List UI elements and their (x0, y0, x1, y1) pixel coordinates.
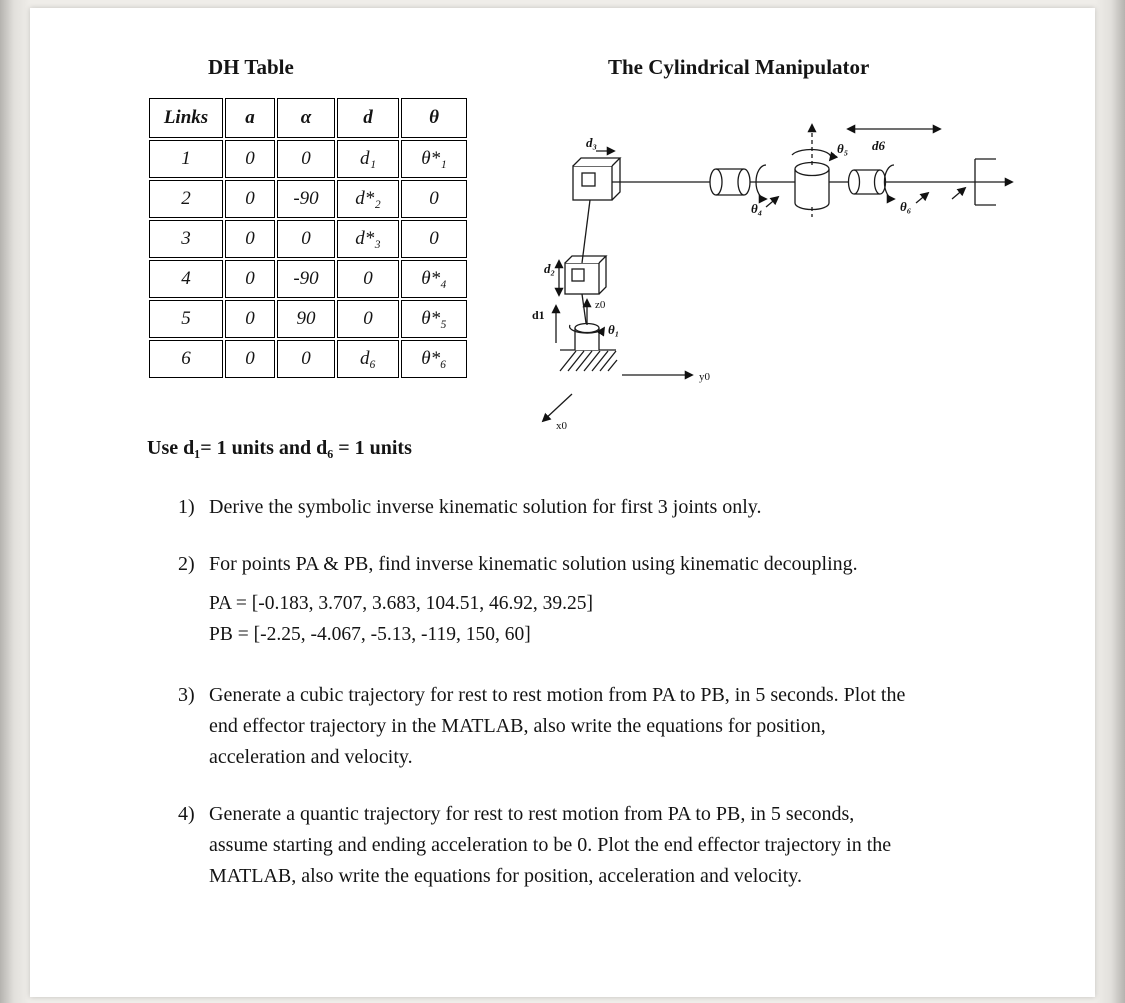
question-text: Derive the symbolic inverse kinematic solution for first 3 joints only. (209, 496, 762, 518)
cell-a: 0 (225, 180, 275, 218)
manipulator-diagram (520, 103, 1020, 438)
units-note: Use d₁= 1 units and d₆ = 1 units (147, 437, 412, 459)
cell-theta: 0 (401, 220, 467, 258)
revolute-joint5-cylinder (795, 163, 829, 210)
cell-link: 6 (149, 340, 223, 378)
cell-link: 5 (149, 300, 223, 338)
label-d2: d₂ (544, 261, 556, 276)
diagram-title: The Cylindrical Manipulator (608, 55, 870, 79)
cell-link: 2 (149, 180, 223, 218)
link2-vertical (582, 200, 590, 263)
question-text: Generate a quantic trajectory for rest to rest motion from PA to PB, in 5 seconds, assume starting and ending acceleration to be 0. Plot the end effector trajectory in the MATLAB, also write the equations for position, acceleration and velocity. (209, 803, 892, 887)
cell-d: d₆ (337, 340, 399, 378)
cell-link: 4 (149, 260, 223, 298)
label-theta4: θ₄ (751, 201, 763, 216)
cell-a: 0 (225, 340, 275, 378)
point-b-definition: PB = [-2.25, -4.067, -5.13, -119, 150, 60] (209, 624, 531, 645)
cell-a: 0 (225, 260, 275, 298)
col-header-d: d (337, 98, 399, 138)
cell-d: d₁ (337, 140, 399, 178)
prismatic-joint3-cube (573, 158, 620, 200)
cell-theta: θ*₄ (401, 260, 467, 298)
theta4-pointer-arrow (766, 197, 778, 207)
question-list (178, 492, 968, 918)
point-a-definition: PA = [-0.183, 3.707, 3.683, 104.51, 46.92, 39.25] (209, 593, 594, 614)
table-row (149, 300, 467, 338)
label-d3: d₃ (586, 135, 598, 150)
label-d6: d6 (872, 138, 885, 153)
cell-theta: θ*₅ (401, 300, 467, 338)
cell-alpha: 0 (277, 220, 335, 258)
label-d1: d1 (532, 308, 545, 322)
cell-alpha: -90 (277, 260, 335, 298)
ground-hatch (560, 350, 617, 371)
cell-alpha: 90 (277, 300, 335, 338)
table-row (149, 340, 467, 378)
base-cylinder-joint1 (575, 324, 599, 351)
col-header-links: Links (149, 98, 223, 138)
label-theta5: θ₅ (837, 141, 849, 156)
question-number: 1) (178, 496, 195, 518)
prismatic-joint2-cube (565, 256, 606, 294)
cell-alpha: 0 (277, 140, 335, 178)
col-header-theta: θ (401, 98, 467, 138)
cell-theta: θ*₆ (401, 340, 467, 378)
cell-d: d*₂ (337, 180, 399, 218)
question-body (209, 549, 858, 650)
revolute-joint4-cylinder (710, 169, 750, 195)
cell-d: 0 (337, 260, 399, 298)
cell-d: d*₃ (337, 220, 399, 258)
table-row (149, 220, 467, 258)
label-theta6: θ₆ (900, 199, 912, 214)
dh-table-title: DH Table (208, 55, 294, 79)
cell-theta: θ*₁ (401, 140, 467, 178)
point-definitions (209, 588, 858, 650)
question-item-2 (178, 549, 968, 650)
cell-a: 0 (225, 220, 275, 258)
x0-axis-arrow (543, 394, 572, 421)
cell-d: 0 (337, 300, 399, 338)
link1-vertical (582, 294, 586, 323)
table-row (149, 140, 467, 178)
question-number: 4) (178, 803, 195, 825)
theta6-pointer-arrow (916, 193, 928, 203)
cell-alpha: 0 (277, 340, 335, 378)
dh-table-header-row (149, 98, 467, 138)
table-row (149, 260, 467, 298)
cell-link: 3 (149, 220, 223, 258)
col-header-a: a (225, 98, 275, 138)
gripper-pointer-arrow (952, 188, 965, 199)
question-item-4 (178, 799, 968, 892)
question-number: 2) (178, 553, 195, 575)
table-row (149, 180, 467, 218)
question-number: 3) (178, 684, 195, 706)
question-text: For points PA & PB, find inverse kinematic solution using kinematic decoupling. (209, 553, 858, 575)
col-header-alpha: α (277, 98, 335, 138)
cell-link: 1 (149, 140, 223, 178)
dh-table (147, 96, 469, 380)
label-theta1: θ₁ (608, 322, 620, 337)
cell-a: 0 (225, 300, 275, 338)
question-item-1 (178, 492, 968, 523)
question-item-3 (178, 680, 968, 773)
label-z0: z0 (595, 299, 606, 311)
cell-alpha: -90 (277, 180, 335, 218)
question-text: Generate a cubic trajectory for rest to rest motion from PA to PB, in 5 seconds. Plot the end effector trajectory in the MATLAB, also write the equations for position, acceleration and velocity. (209, 684, 906, 768)
label-x0: x0 (556, 420, 567, 432)
cell-a: 0 (225, 140, 275, 178)
label-y0: y0 (699, 371, 710, 383)
cell-theta: 0 (401, 180, 467, 218)
revolute-joint6-cylinder (849, 170, 886, 194)
